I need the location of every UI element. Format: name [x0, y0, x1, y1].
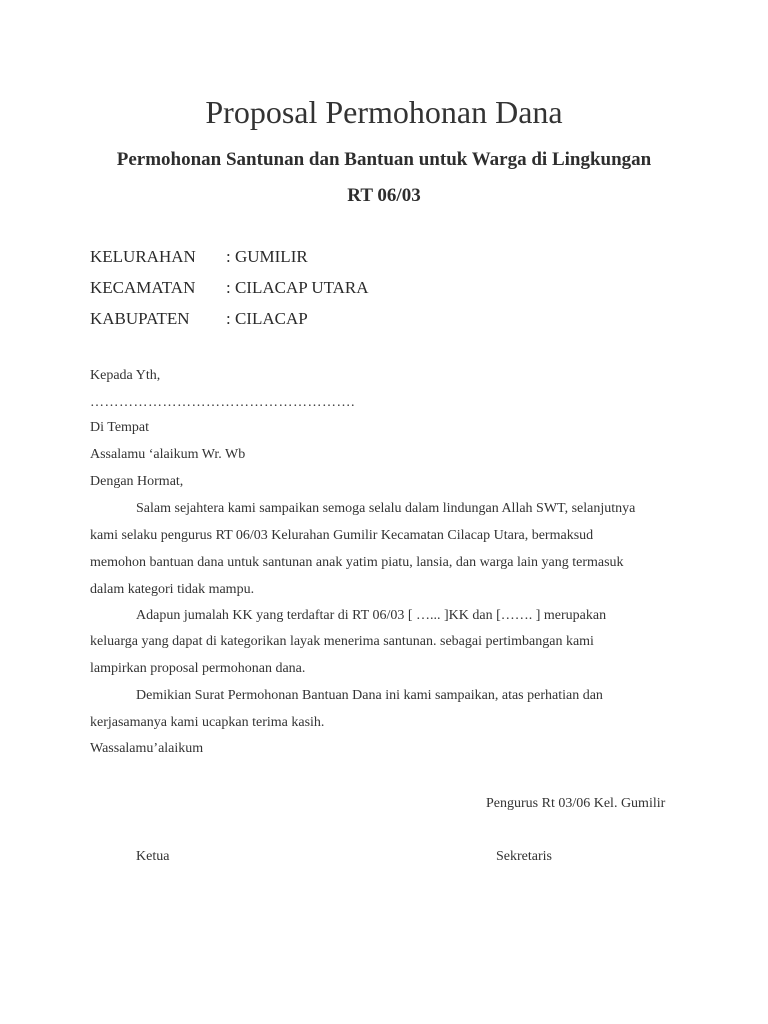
field-value-kabupaten: : CILACAP	[226, 309, 308, 328]
signature-ketua: Ketua	[136, 849, 170, 864]
document-title: Proposal Permohonan Dana	[205, 94, 563, 130]
paragraph-line: keluarga yang dapat di kategorikan layak menerima santunan. sebagai pertimbangan kami	[90, 634, 594, 649]
recipient-greeting: Kepada Yth,	[90, 368, 161, 383]
field-label-kecamatan: KECAMATAN	[90, 278, 196, 297]
document-subtitle-line2: RT 06/03	[347, 185, 421, 206]
opening: Dengan Hormat,	[90, 474, 184, 489]
closing: Wassalamu’alaikum	[90, 741, 204, 756]
recipient-place: Di Tempat	[90, 420, 150, 435]
field-label-kabupaten: KABUPATEN	[90, 309, 190, 328]
signature-sekretaris: Sekretaris	[496, 849, 552, 864]
paragraph-line: lampirkan proposal permohonan dana.	[90, 661, 306, 676]
paragraph-line: Salam sejahtera kami sampaikan semoga selalu dalam lindungan Allah SWT, selanjutnya	[136, 501, 636, 516]
paragraph-line: Adapun jumalah KK yang terdaftar di RT 06/03 [ …... ]KK dan [……. ] merupakan	[136, 608, 607, 623]
paragraph-line: Demikian Surat Permohonan Bantuan Dana ini kami sampaikan, atas perhatian dan	[136, 688, 603, 703]
salutation: Assalamu ‘alaikum Wr. Wb	[90, 447, 246, 462]
paragraph-line: memohon bantuan dana untuk santunan anak yatim piatu, lansia, dan warga lain yang termasuk	[90, 555, 624, 570]
paragraph-line: dalam kategori tidak mampu.	[90, 582, 255, 597]
paragraph-line: kami selaku pengurus RT 06/03 Kelurahan Gumilir Kecamatan Cilacap Utara, bermaksud	[90, 528, 594, 543]
document-subtitle-line1: Permohonan Santunan dan Bantuan untuk Warga di Lingkungan	[116, 149, 652, 170]
paragraph-line: kerjasamanya kami ucapkan terima kasih.	[90, 715, 325, 730]
signature-org: Pengurus Rt 03/06 Kel. Gumilir	[486, 796, 666, 811]
recipient-dots: ……………………………………………….	[90, 395, 355, 410]
field-label-kelurahan: KELURAHAN	[90, 247, 196, 266]
field-value-kecamatan: : CILACAP UTARA	[226, 278, 369, 297]
field-value-kelurahan: : GUMILIR	[226, 247, 308, 266]
